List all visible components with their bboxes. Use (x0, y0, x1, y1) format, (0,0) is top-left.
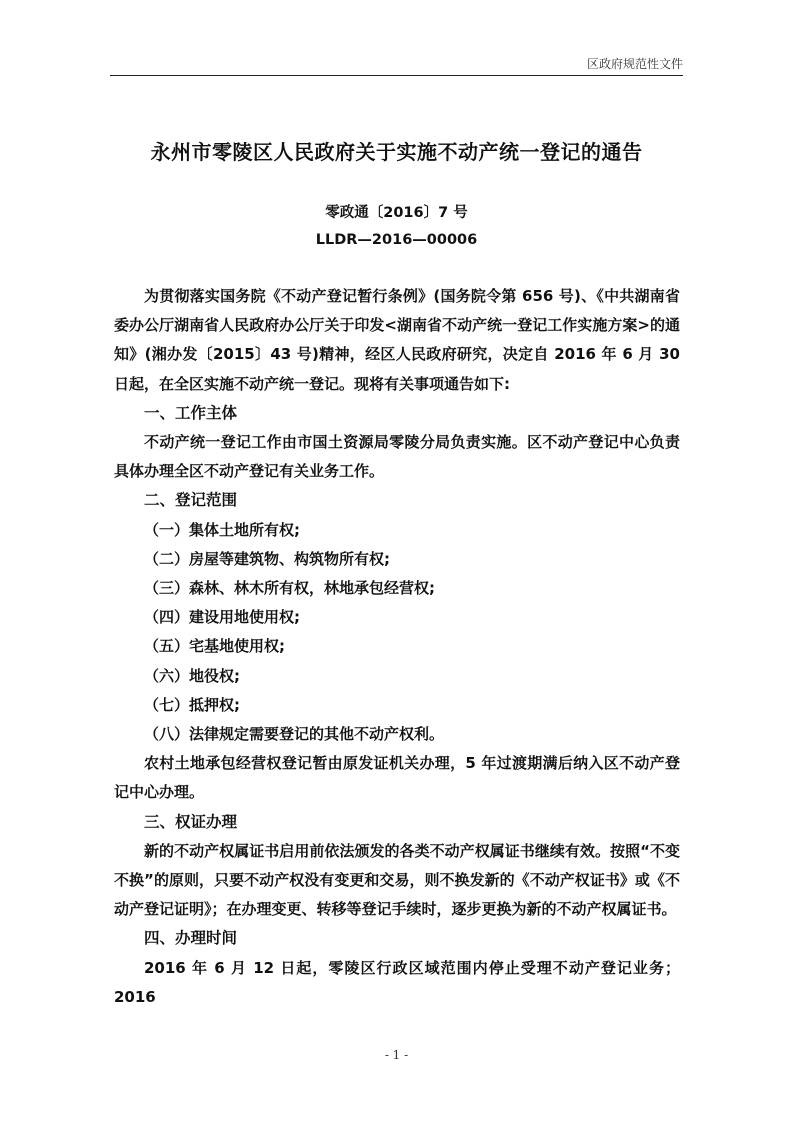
header-rule (110, 75, 683, 76)
section-heading-3: 三、权证办理 (144, 812, 238, 831)
intro-paragraph: 为贯彻落实国务院《不动产登记暂行条例》(国务院令第 656 号)、《中共湖南省委办公厅湖南省人民政府办公厅关于印发<湖南省不动产统一登记工作实施方案>的通知》(湘办发〔2015〕43 号)精神，经区人民政府研究，决定自 2016 年 6 月 30 日起，在全区实施不动产统一登记。现将有关事项通告如下: (114, 287, 680, 393)
section-heading-2: 二、登记范围 (144, 491, 238, 510)
scope-item: （八）法律规定需要登记的其他不动产权利。 (144, 725, 445, 744)
scope-item: （三）森林、林木所有权，林地承包经营权; (144, 579, 436, 598)
scope-item: （五）宅基地使用权; (144, 637, 285, 656)
section-2-note: 农村土地承包经营权登记暂由原发证机关办理，5 年过渡期满后纳入区不动产登记中心办理。 (114, 754, 680, 802)
document-number: 零政通〔2016〕7 号 (325, 205, 468, 221)
scope-item: （一）集体土地所有权; (144, 520, 300, 539)
section-3-text: 新的不动产权属证书启用前依法颁发的各类不动产权属证书继续有效。按照“不变不换”的原则，只要不动产权没有变更和交易，则不换发新的《不动产权证书》或《不动产登记证明》；在办理变更、转移等登记手续时，逐步更换为新的不动产权属证书。 (114, 841, 680, 919)
document-title: 永州市零陵区人民政府关于实施不动产统一登记的通告 (150, 140, 643, 164)
scope-item: （四）建设用地使用权; (144, 608, 300, 627)
document-body (114, 282, 680, 1012)
scope-item: （七）抵押权; (144, 695, 240, 714)
section-heading-1: 一、工作主体 (144, 403, 238, 422)
document-code: LLDR—2016—00006 (315, 232, 478, 248)
section-4-text: 2016 年 6 月 12 日起，零陵区行政区域范围内停止受理不动产登记业务；2016 (114, 958, 680, 1006)
header-tag: 区政府规范性文件 (586, 57, 683, 71)
page-number: - 1 - (384, 1048, 409, 1062)
scope-item: （六）地役权; (144, 666, 240, 685)
section-heading-4: 四、办理时间 (144, 929, 238, 948)
scope-item: （二）房屋等建筑物、构筑物所有权; (144, 549, 391, 568)
section-1-text: 不动产统一登记工作由市国土资源局零陵分局负责实施。区不动产登记中心负责具体办理全区不动产登记有关业务工作。 (114, 433, 680, 481)
